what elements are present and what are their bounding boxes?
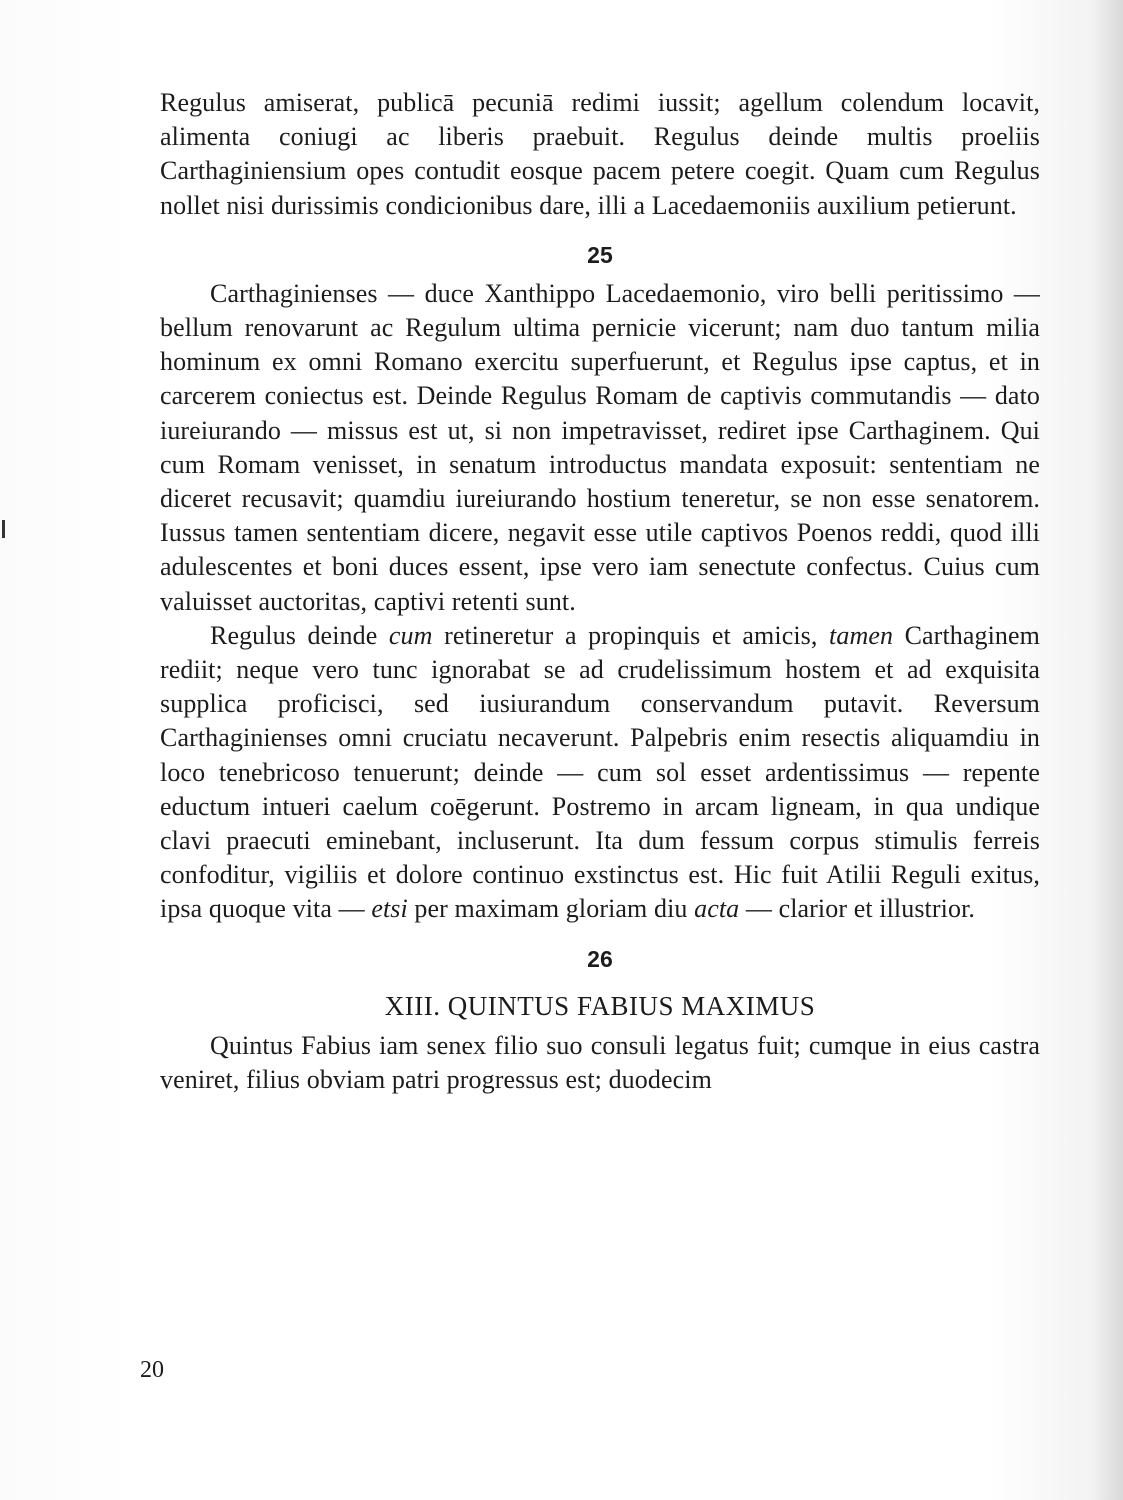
section-number-26: 26 (587, 945, 613, 972)
chapter-title: XIII. QUINTUS FABIUS MAXIMUS (384, 990, 816, 1021)
italic-word: cum (388, 620, 433, 650)
italic-word: tamen (829, 620, 894, 650)
margin-mark (2, 520, 5, 538)
section-26-paragraph-1: Quintus Fabius iam senex filio suo consuli legatus fuit; cumque in eius castra veniret, filius obviam patri progressus est; duodecim (160, 1030, 1040, 1095)
text-run: Regulus deinde (210, 620, 389, 650)
text-block (160, 86, 1040, 1097)
italic-word: acta (694, 894, 740, 924)
page-edge-shadow (1093, 0, 1123, 1500)
italic-word: etsi (371, 894, 408, 924)
intro-paragraph: Regulus amiserat, publicā pecuniā redimi iussit; agellum colendum locavit, alimenta coniugi ac liberis praebuit. Regulus deinde multis proeliis Carthaginiensium opes contudit eosque pacem petere coegit. Quam cum Regulus nollet nisi durissimis condicionibus dare, illi a Lacedaemoniis auxilium petierunt. (160, 88, 1040, 220)
section-number-25: 25 (587, 241, 613, 268)
text-run: retineretur a propinquis et amicis, (432, 620, 830, 650)
text-run: per maximam gloriam diu (407, 894, 695, 924)
section-25-paragraph-2 (160, 619, 1040, 927)
section-25-paragraph-1: Carthaginienses — duce Xanthippo Lacedaemonio, viro belli peritissimo — bellum renovarunt ac Regulum ultima pernicie vicerunt; nam duo tantum milia hominum ex omni Romano exercitu superfuerunt, et Regulus ipse captus, et in carcerem coniectus est. Deinde Regulus Romam de captivis commutandis — dato iureiurando — missus est ut, si non impetravisset, rediret ipse Carthaginem. Qui cum Romam venisset, in senatum introductus mandata exposuit: sententiam ne diceret recusavit; quamdiu iureiurando hostium teneretur, se non esse senatorem. Iussus tamen sententiam dicere, negavit esse utile captivos Poenos reddi, quod illi adulescentes et boni duces essent, ipse vero iam senectute confectus. Cuius cum valuisset auctoritas, captivi retenti sunt. (160, 278, 1040, 616)
text-run: Carthaginem rediit; neque vero tunc ignorabat se ad crudelissimum hostem et ad exquisita supplica proficisci, sed iusiurandum conservandum putavit. Reversum Carthaginienses omni cruciatu necaverunt. Palpebris enim resectis aliquamdiu in loco tenebricoso tenuerunt; deinde — cum sol esset ardentissimus — repente eductum intueri caelum coēgerunt. Postremo in arcam ligneam, in qua undique clavi praecuti eminebant, incluserunt. Ita dum fessum corpus stimulis ferreis confoditur, vigiliis et dolore continuo exstinctus est. Hic fuit Atilii Reguli exitus, ipsa quoque vita — (160, 620, 1040, 924)
text-run: — clarior et illustrior. (739, 894, 975, 924)
page-number: 20 (140, 1357, 164, 1383)
